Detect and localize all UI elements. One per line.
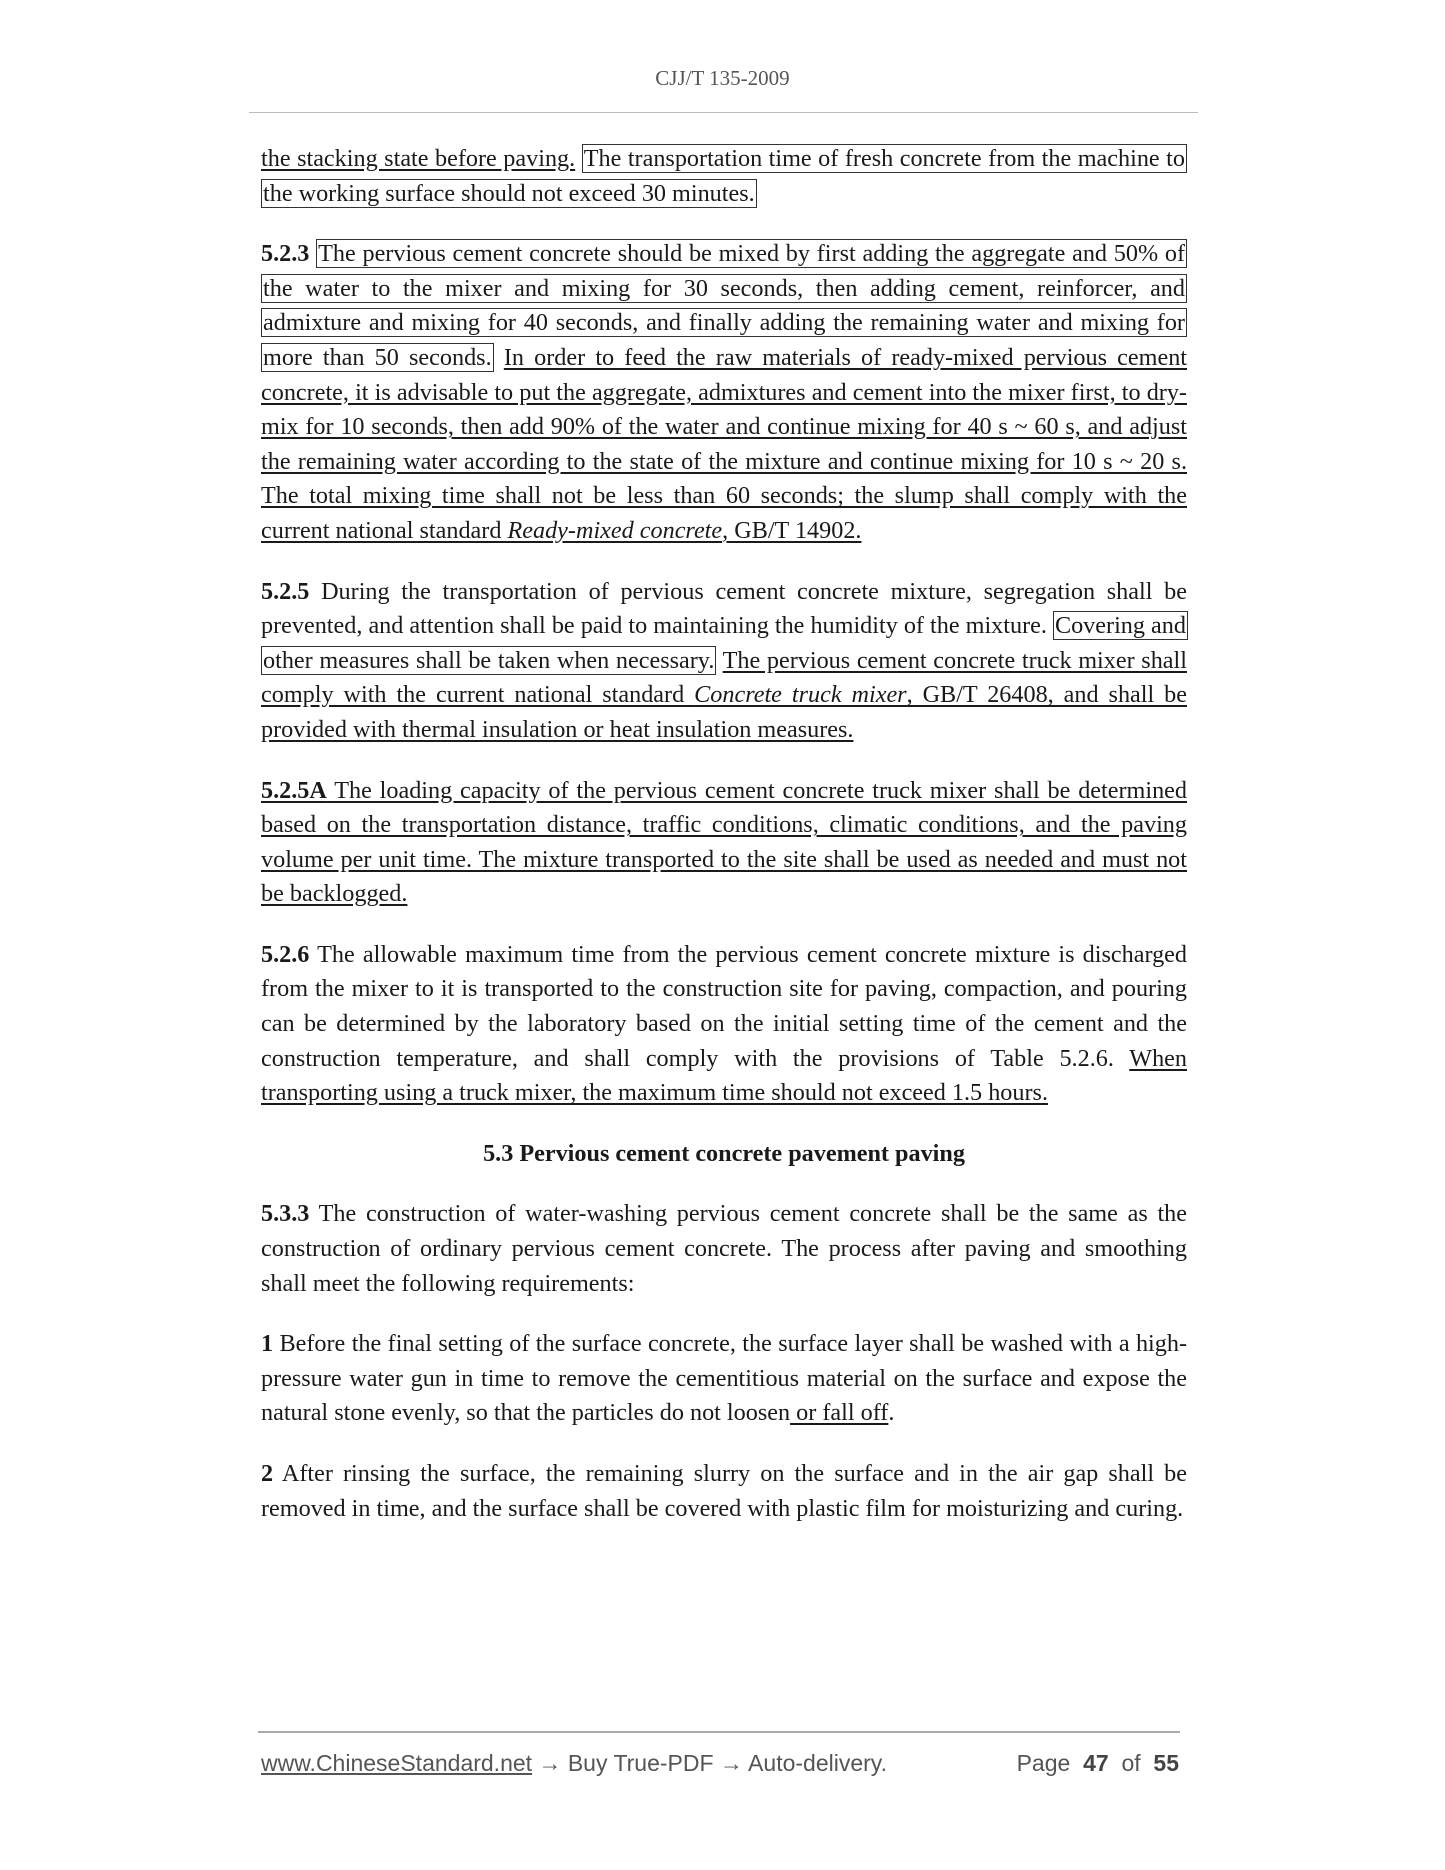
text-segment: The allowable maximum time from the pervious cement concrete mixture is discharged from the mixer to it is transported to the construction site for paving, compaction, and pouring can be determined by the laboratory based on the initial setting time of the cement and the construction temperature, and shall comply with the provisions of Table 5.2.6. xyxy=(261,940,1187,1072)
underlined-text: or fall off xyxy=(790,1399,889,1427)
paragraph xyxy=(261,1327,1187,1431)
text-segment: 5.2.5 xyxy=(261,577,310,605)
underlined-text: , GB/T 14902. xyxy=(722,516,862,544)
text-segment: 5.3.3 xyxy=(261,1200,310,1228)
underlined-text: , GB/T 26408, and shall be provided with thermal insulation or heat insulation measures. xyxy=(261,681,1188,743)
text-segment: 5.2.3 xyxy=(261,240,310,268)
text-segment: After rinsing the surface, the remaining slurry on the surface and in the air gap shall be removed in time, and the surface shall be covered with plastic film for moisturizing and curing. xyxy=(261,1460,1187,1522)
paragraph xyxy=(261,938,1187,1111)
of-label: of xyxy=(1121,1750,1141,1776)
text-segment: . xyxy=(888,1399,895,1427)
boxed-text: The transportation time of fresh concrete from the machine to the working surface should not exceed 30 minutes. xyxy=(263,145,1185,207)
underlined-text: The loading capacity of the pervious cement concrete truck mixer shall be determined based on the transportation distance, traffic conditions, climatic conditions, and the paving volume per unit time. The mixture transported to the site shall be used as needed and must not be backlogged. xyxy=(261,776,1187,908)
page-total: 55 xyxy=(1153,1750,1179,1776)
underlined-text: When transporting using a truck mixer, the maximum time should not exceed 1.5 hours. xyxy=(261,1044,1187,1107)
section-heading xyxy=(261,1137,1187,1172)
text-segment: The construction of water-washing pervious cement concrete shall be the same as the construction of ordinary pervious cement concrete. The process after paving and smoothing shall meet the following requirements: xyxy=(261,1200,1187,1297)
footer xyxy=(261,1750,1179,1777)
text-segment: 2 xyxy=(261,1460,274,1487)
paragraph xyxy=(261,237,1187,548)
text-segment: 1 xyxy=(261,1330,274,1358)
underlined-text: 5.2.5A xyxy=(261,776,327,804)
underlined-text: The pervious cement concrete truck mixer shall comply with the current national standard xyxy=(261,646,1187,709)
boxed-text: The pervious cement concrete should be mixed by first adding the aggregate and 50% of the water to the mixer and mixing for 30 seconds, then adding cement, reinforcer, and admixture and mixing for 40 seconds, and finally adding the remaining water and mixing for more than 50 seconds. xyxy=(263,240,1185,371)
paragraph xyxy=(261,1457,1187,1526)
text-segment: 5.2.6 xyxy=(261,940,310,968)
page-indicator xyxy=(1017,1750,1179,1777)
footer-divider xyxy=(258,1731,1180,1733)
site-link[interactable]: www.ChineseStandard.net xyxy=(261,1750,533,1776)
paragraph xyxy=(261,1197,1187,1301)
text-segment xyxy=(575,145,582,172)
underlined-text: Ready-mixed concrete xyxy=(507,516,723,544)
text-segment: Before the final setting of the surface concrete, the surface layer shall be washed with a high-pressure water gun in time to remove the cementitious material on the surface and expose the natural stone evenly, so that the particles do not loosen xyxy=(261,1330,1187,1427)
footer-promo xyxy=(261,1750,887,1777)
paragraph xyxy=(261,774,1187,912)
page-number: 47 xyxy=(1083,1750,1109,1776)
header-divider xyxy=(249,112,1198,113)
boxed-text: Covering and other measures shall be taken when necessary. xyxy=(263,612,1186,674)
underlined-text: In order to feed the raw materials of ready-mixed pervious cement concrete, it is advisable to put the aggregate, admixtures and cement into the mixer first, to dry-mix for 10 seconds, then add 90% of the water and continue mixing for 40 s ~ 60 s, and adjust the remaining water according to the state of the mixture and continue mixing for 10 s ~ 20 s. The total mixing time shall not be less than 60 seconds; the slump shall comply with the current national standard xyxy=(261,343,1188,544)
paragraph xyxy=(261,142,1187,211)
underlined-text: Concrete truck mixer xyxy=(694,681,907,709)
paragraph xyxy=(261,575,1187,748)
underlined-text: the stacking state before paving. xyxy=(261,145,576,172)
document-code-header: CJJ/T 135-2009 xyxy=(655,66,790,90)
page-label: Page xyxy=(1016,1750,1071,1776)
document-body xyxy=(261,142,1187,1552)
text-segment: During the transportation of pervious cement concrete mixture, segregation shall be prevented, and attention shall be paid to maintaining the humidity of the mixture. xyxy=(261,577,1187,640)
text-segment: 5.3 Pervious cement concrete pavement paving xyxy=(483,1139,965,1167)
text-segment xyxy=(494,344,504,371)
promo-text: → Buy True-PDF → Auto-delivery. xyxy=(532,1750,887,1776)
